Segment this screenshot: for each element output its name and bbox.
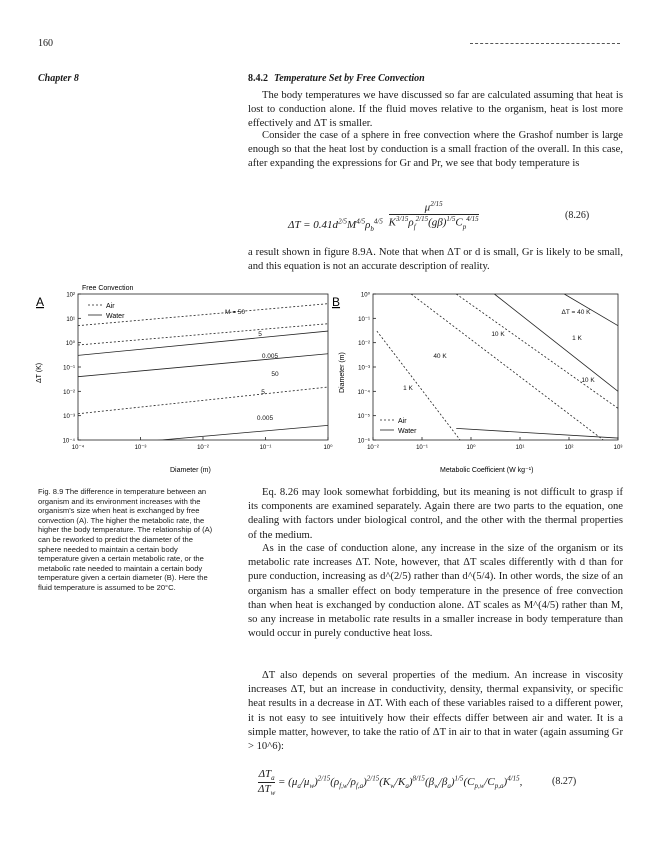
paragraph-2: Consider the case of a sphere in free convection where the Grashof number is large enough so that the heat lost by conduction is a small fraction of the overall. In this case, after expanding the expressions for Gr and Pr, we see that body temperature is bbox=[248, 130, 623, 170]
series-label: M = 50 bbox=[224, 309, 246, 316]
series-label: 40 K bbox=[433, 353, 447, 360]
series-label: 1 K bbox=[403, 385, 413, 392]
y-tick-label: 10⁰ bbox=[65, 341, 75, 348]
x-tick-label: 10⁰ bbox=[323, 445, 333, 451]
y-tick-label: 10⁰ bbox=[360, 292, 370, 299]
equation-8-27: $\Delta T_a$ $\Delta T_w$ = $(\mu_a/\mu_w)^{2/15}(\rho_{f,w}/\rho_{f,a})^{2/15}(K_w/K_a)^{8/15}(\beta_w/\beta_a)^{1/5}(C_{p,w}/C_{p,a})^{4/15}$, bbox=[258, 768, 523, 798]
figure-caption: Fig. 8.9 The difference in temperature between an organism and its environment increases with the organism's size when heat is exchanged by free convection (A). The higher the metabolic rate, the higher the body temperature. The relationship of (A) can be reworked to predict the diameter of the sphere needed to maintain a certain body temperature given a certain metabolic rate, or the metabolic rate needed to maintain a certain body temperature given a certain diameter (B). Here the fluid temperature is assumed to be 20°C. bbox=[38, 487, 213, 592]
equation-number-8-27: (8.27) bbox=[552, 776, 577, 787]
x-tick-label: 10⁻² bbox=[367, 445, 379, 451]
paragraph-3: a result shown in figure 8.9A. Note that when ΔT or d is small, Gr is likely to be small, and this equation is not an accurate description of reality. bbox=[248, 247, 623, 273]
section-number: 8.4.2 bbox=[248, 73, 268, 84]
panel-b-xlabel: Metabolic Coefficient (W kg⁻¹) bbox=[440, 467, 534, 474]
x-tick-label: 10² bbox=[564, 445, 574, 451]
panel-a-x-ticks bbox=[72, 437, 333, 451]
header-rule bbox=[470, 43, 620, 44]
panel-b-label: B bbox=[332, 295, 341, 309]
panel-b-legend bbox=[380, 418, 417, 435]
equation-number-8-26: (8.26) bbox=[565, 210, 590, 221]
x-tick-label: 10¹ bbox=[515, 445, 525, 451]
series-label: 10 K bbox=[581, 377, 595, 384]
x-tick-label: 10⁻² bbox=[197, 445, 209, 451]
x-tick-label: 10⁻⁴ bbox=[71, 445, 85, 451]
y-tick-label: 10⁻⁵ bbox=[357, 414, 370, 421]
paragraph-5: As in the case of conduction alone, any increase in the size of the organism or its metabolic rate increases ΔT. Note, however, that ΔT scales differently with d than for pure conduction, increasing as d^(2/5) rather than d^(5/4). In other words, the size of an organism has a smaller effect on body temperature in the presence of free convection than when heat is exchanged by conduction alone. ΔT scales as M^(4/5) rather than M, so any increase in metabolic rate results in a smaller increase in body temperature than would occur in purely conductive heat loss. bbox=[248, 543, 623, 640]
figure-8-9 bbox=[30, 278, 625, 478]
y-tick-label: 10⁻³ bbox=[358, 365, 370, 372]
y-tick-label: 10⁻¹ bbox=[63, 365, 75, 372]
panel-a-ylabel: ΔT (K) bbox=[36, 362, 43, 383]
series-label: 5 bbox=[261, 389, 265, 396]
equation-8-26: $\Delta T = 0.41d^{2/5}M^{4/5}\rho_b^{4/5}$ $\frac{\mu^{2/15}}{K^{3/15}\rho_f^{2/15}(g\beta)^{1/5}C_p^{4/15}}$ bbox=[288, 200, 479, 233]
series-label: 10 K bbox=[491, 331, 505, 338]
panel-a-series bbox=[78, 304, 328, 448]
series-label: 5 bbox=[258, 331, 262, 338]
x-tick-label: 10³ bbox=[613, 445, 623, 451]
series-line-air-5 bbox=[377, 331, 460, 440]
section-heading bbox=[248, 73, 425, 84]
y-tick-label: 10⁻² bbox=[358, 341, 370, 348]
y-tick-label: 10² bbox=[66, 292, 75, 299]
panel-a-title: Free Convection bbox=[82, 285, 134, 292]
x-tick-label: 10⁻¹ bbox=[416, 445, 428, 451]
panel-b-series bbox=[377, 294, 618, 440]
panel-b-legend-air: Air bbox=[398, 418, 407, 425]
series-line-water-1 bbox=[494, 294, 618, 391]
series-line-water-4 bbox=[78, 354, 328, 377]
panel-a-xlabel: Diameter (m) bbox=[170, 467, 211, 474]
paragraph-6: ΔT also depends on several properties of the medium. An increase in viscosity increases ΔT, but an increase in conductivity, density, thermal expansivity, or specific heat results in a decrease in ΔT. With each of these variables raised to a different power, it is not easy to see intuitively how their effects differ between air and water. It is a simple matter, however, to take the ratio of ΔT in air to that in water (again assuming Gr > 10^6): bbox=[248, 670, 623, 753]
paragraph-1: The body temperatures we have discussed so far are calculated assuming that heat is lost to conduction alone. If the fluid moves relative to the organism, heat is lost more effectively and ΔT is smaller. bbox=[248, 90, 623, 130]
series-label: 0.005 bbox=[256, 415, 274, 422]
series-label: 50 bbox=[271, 371, 279, 378]
panel-b-x-ticks bbox=[367, 437, 622, 451]
series-label: ΔT = 40 K bbox=[561, 309, 591, 316]
x-tick-label: 10⁰ bbox=[466, 445, 476, 451]
series-line-air-2 bbox=[78, 387, 328, 414]
page-number: 160 bbox=[38, 38, 53, 49]
y-tick-label: 10⁻⁶ bbox=[357, 438, 370, 445]
panel-b-ylabel: Diameter (m) bbox=[339, 352, 346, 393]
x-tick-label: 10⁻³ bbox=[134, 445, 147, 451]
panel-b-legend-water: Water bbox=[398, 428, 417, 435]
y-tick-label: 10⁻¹ bbox=[358, 316, 370, 323]
y-tick-label: 10⁻³ bbox=[63, 414, 75, 421]
section-title: Temperature Set by Free Convection bbox=[274, 73, 425, 84]
panel-a-legend-air: Air bbox=[106, 303, 115, 310]
y-tick-label: 10⁻⁴ bbox=[62, 438, 75, 445]
series-label: 1 K bbox=[572, 335, 582, 342]
y-tick-label: 10¹ bbox=[66, 316, 75, 323]
paragraph-4: Eq. 8.26 may look somewhat forbidding, but its meaning is not difficult to grasp if its components are examined separately. Again there are two parts to the equation, one dealing with factors under biological control, and the other with the thermal properties of the medium. bbox=[248, 487, 623, 541]
y-tick-label: 10⁻² bbox=[63, 389, 75, 396]
x-tick-label: 10⁻¹ bbox=[259, 445, 272, 451]
panel-a-label: A bbox=[36, 295, 45, 309]
chapter-label: Chapter 8 bbox=[38, 73, 79, 84]
panel-a-legend bbox=[88, 303, 125, 320]
series-label: 0.005 bbox=[261, 353, 279, 360]
panel-a-legend-water: Water bbox=[106, 313, 125, 320]
y-tick-label: 10⁻⁴ bbox=[357, 389, 370, 396]
